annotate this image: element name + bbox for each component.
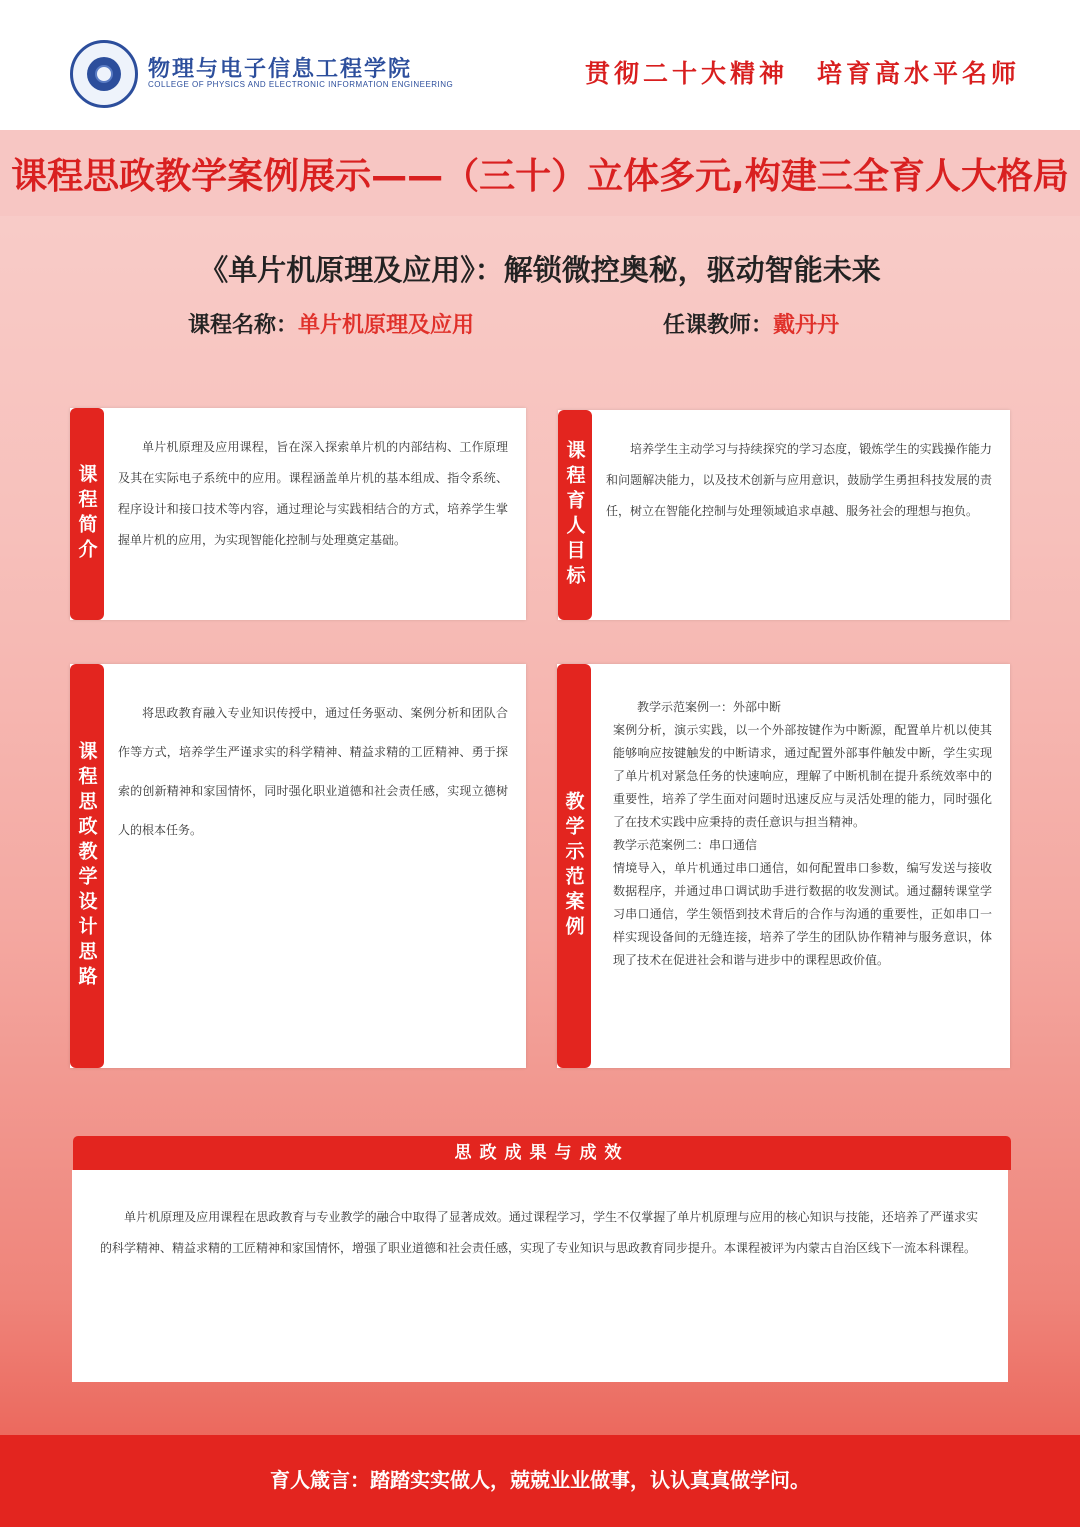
teaching-cases-text	[613, 696, 992, 972]
teacher-label: 任课教师：	[663, 313, 774, 338]
results-text: 单片机原理及应用课程在思政教育与专业教学的融合中取得了显著成效。通过课程学习，学生不仅掌握了单片机原理与应用的核心知识与技能，还培养了严谨求实的科学精神、精益求精的工匠精神和家国情怀，增强了职业道德和社会责任感，实现了专业知识与思政教育同步提升。本课程被评为内蒙古自治区线下一流本科课程。	[100, 1210, 978, 1255]
course-intro-text: 单片机原理及应用课程，旨在深入探索单片机的内部结构、工作原理及其在实际电子系统中的应用。课程涵盖单片机的基本组成、指令系统、程序设计和接口技术等内容，通过理论与实践相结合的方式，培养学生掌握单片机的应用，为实现智能化控制与处理奠定基础。	[118, 440, 508, 547]
course-name-label: 课程名称：	[188, 313, 299, 338]
teaching-design-title: 课程思政教学设计思路	[75, 741, 98, 991]
case-1-title: 教学示范案例一：外部中断	[637, 700, 782, 714]
teaching-design-card	[70, 664, 526, 1068]
card-side-label	[557, 664, 591, 1068]
course-name-row	[188, 308, 474, 342]
case-2-text: 情境导入，单片机通过串口通信，如何配置串口参数，编写发送与接收数据程序，并通过串口调试助手进行数据的收发测试。通过翻转课堂学习串口通信，学生领悟到技术背后的合作与沟通的重要性，正如串口一样实现设备间的无缝连接，培养了学生的团队协作精神与服务意识，体现了技术在促进社会和谐与进步中的课程思政价值。	[613, 861, 992, 967]
course-goals-title: 课程育人目标	[563, 440, 586, 590]
course-intro-title: 课程简介	[75, 464, 98, 564]
card-side-label	[558, 410, 592, 620]
college-name-english: COLLEGE OF PHYSICS AND ELECTRONIC INFORMATION ENGINEERING	[148, 80, 454, 89]
results-card	[72, 1170, 1008, 1382]
case-1-text: 案例分析，演示实践，以一个外部按键作为中断源，配置单片机以使其能够响应按键触发的中断请求，通过配置外部事件触发中断，学生实现了单片机对紧急任务的快速响应，理解了中断机制在提升系统效率中的重要性，培养了学生面对问题时迅速反应与灵活处理的能力，同时强化了在技术实践中应秉持的责任意识与担当精神。	[613, 723, 992, 829]
course-goals-text: 培养学生主动学习与持续探究的学习态度，锻炼学生的实践操作能力和问题解决能力，以及技术创新与应用意识，鼓励学生勇担科技发展的责任，树立在智能化控制与处理领域追求卓越、服务社会的理想与抱负。	[606, 442, 992, 518]
teaching-cases-title: 教学示范案例	[562, 791, 585, 941]
card-side-label	[70, 408, 104, 620]
teaching-design-text: 将思政教育融入专业知识传授中，通过任务驱动、案例分析和团队合作等方式，培养学生严谨求实的科学精神、精益求精的工匠精神、勇于探索的创新精神和家国情怀，同时强化职业道德和社会责任感，实现立德树人的根本任务。	[118, 706, 508, 837]
course-intro-card	[70, 408, 526, 620]
page-subtitle: 《单片机原理及应用》：解锁微控奥秘，驱动智能未来	[199, 253, 881, 287]
case-2-title: 教学示范案例二：串口通信	[613, 838, 758, 852]
college-seal-icon	[70, 40, 138, 108]
card-side-label	[70, 664, 104, 1068]
college-name: 物理与电子信息工程学院	[148, 57, 413, 82]
course-goals-card	[558, 410, 1010, 620]
course-name-value: 单片机原理及应用	[298, 313, 475, 338]
header-slogan: 贯彻二十大精神 培育高水平名师	[584, 59, 1020, 88]
results-heading: 思政成果与成效	[73, 1136, 1011, 1170]
footer-motto: 育人箴言：踏踏实实做人，兢兢业业做事，认认真真做学问。	[270, 1468, 810, 1492]
teacher-value: 戴丹丹	[773, 313, 840, 338]
teacher-row	[663, 308, 839, 342]
teaching-cases-card	[557, 664, 1010, 1068]
page-title: 课程思政教学案例展示——（三十）立体多元,构建三全育人大格局	[11, 156, 1069, 197]
